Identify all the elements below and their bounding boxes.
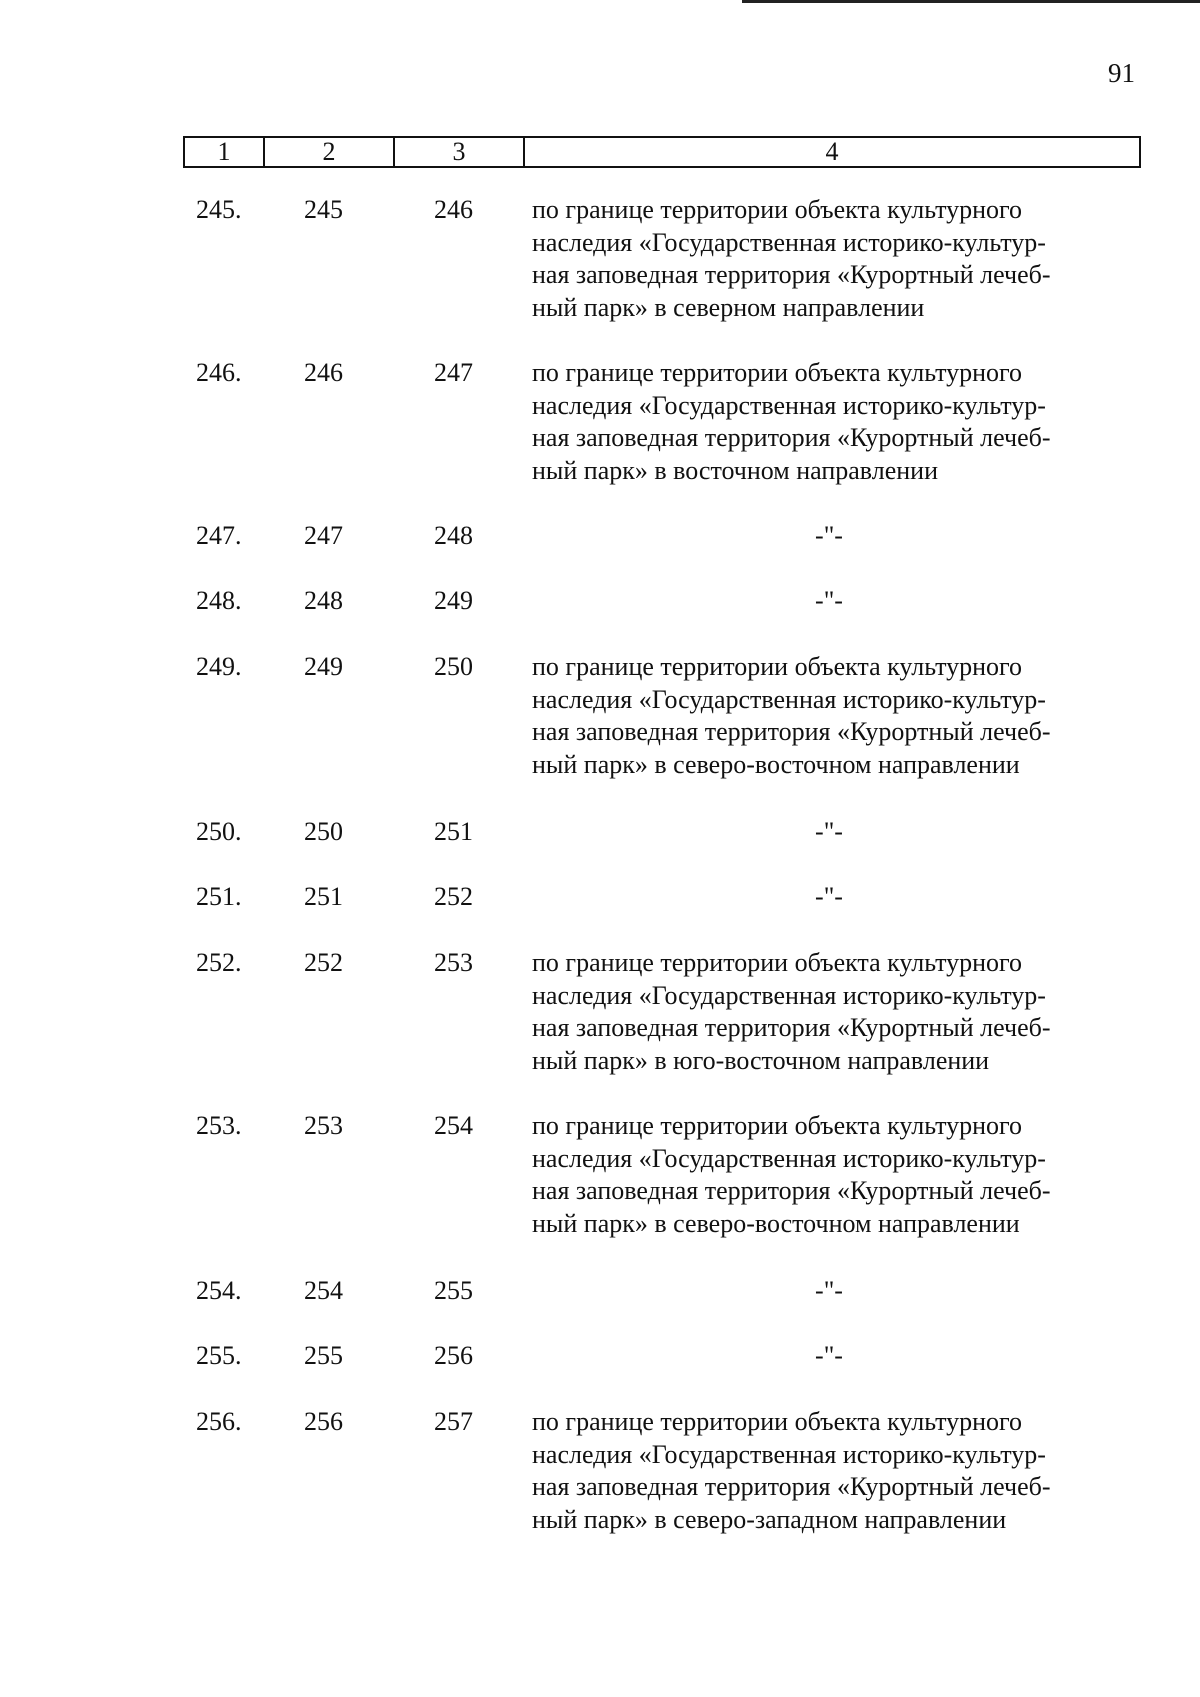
ditto-mark: -"- [815,817,843,846]
row-number: 249. [196,652,242,681]
to-point: 257 [434,1407,473,1436]
row-number: 254. [196,1276,242,1305]
row-number: 251. [196,882,242,911]
row-number: 253. [196,1111,242,1140]
ditto-mark: -"- [815,521,843,550]
from-point: 254 [304,1276,343,1305]
row-number: 248. [196,586,242,615]
description-line: ная заповедная территория «Курортный лечеб- [532,1176,1051,1205]
to-point: 250 [434,652,473,681]
description-line: наследия «Государственная историко-культур- [532,1143,1046,1173]
description-line: наследия «Государственная историко-культур- [532,227,1046,257]
row-description [532,194,1126,324]
to-point: 246 [434,195,473,224]
table-header [183,136,1141,168]
description-line: по границе территории объекта культурного [532,195,1023,224]
from-point: 255 [304,1341,343,1370]
row-number: 256. [196,1407,242,1436]
description-line: по границе территории объекта культурного [532,1407,1023,1436]
row-description [532,1110,1126,1240]
from-point: 248 [304,586,343,615]
row-description [532,947,1126,1077]
description-line: ный парк» в северо-восточном направлении [532,1208,1020,1238]
from-point: 250 [304,817,343,846]
description-line: ная заповедная территория «Курортный лечеб- [532,1472,1051,1501]
page-number: 91 [1108,58,1135,88]
description-line: ный парк» в восточном направлении [532,455,938,485]
description-line: наследия «Государственная историко-культур- [532,1439,1046,1469]
row-number: 247. [196,521,242,550]
description-line: ная заповедная территория «Курортный лечеб- [532,260,1051,289]
description-line: ная заповедная территория «Курортный лечеб- [532,1013,1051,1042]
row-description [532,651,1126,781]
ditto-mark: -"- [815,586,843,615]
description-line: наследия «Государственная историко-культур- [532,980,1046,1010]
to-point: 256 [434,1341,473,1370]
to-point: 251 [434,817,473,846]
description-line: по границе территории объекта культурного [532,948,1023,977]
ditto-mark: -"- [815,882,843,911]
row-number: 250. [196,817,242,846]
ditto-mark: -"- [815,1276,843,1305]
from-point: 252 [304,948,343,977]
from-point: 251 [304,882,343,911]
description-line: ный парк» в северном направлении [532,292,925,322]
row-description [532,357,1126,487]
description-line: ный парк» в северо-восточном направлении [532,749,1020,779]
to-point: 253 [434,948,473,977]
description-line: по границе территории объекта культурного [532,652,1023,681]
to-point: 254 [434,1111,473,1140]
row-description [532,1406,1126,1536]
header-col-1: 1 [217,137,231,166]
from-point: 256 [304,1407,343,1436]
top-rule [742,0,1200,3]
description-line: наследия «Государственная историко-культур- [532,684,1046,714]
to-point: 255 [434,1276,473,1305]
description-line: ный парк» в юго-восточном направлении [532,1045,990,1075]
from-point: 246 [304,358,343,387]
row-number: 252. [196,948,242,977]
from-point: 245 [304,195,343,224]
description-line: ный парк» в северо-западном направлении [532,1504,1007,1534]
description-line: наследия «Государственная историко-культур- [532,390,1046,420]
to-point: 249 [434,586,473,615]
row-number: 245. [196,195,242,224]
header-col-4: 4 [825,137,839,166]
header-col-2: 2 [322,137,336,166]
from-point: 249 [304,652,343,681]
to-point: 248 [434,521,473,550]
description-line: ная заповедная территория «Курортный лечеб- [532,717,1051,746]
row-number: 246. [196,358,242,387]
description-line: по границе территории объекта культурного [532,358,1023,387]
from-point: 247 [304,521,343,550]
to-point: 252 [434,882,473,911]
to-point: 247 [434,358,473,387]
row-number: 255. [196,1341,242,1370]
from-point: 253 [304,1111,343,1140]
description-line: ная заповедная территория «Курортный лечеб- [532,423,1051,452]
ditto-mark: -"- [815,1341,843,1370]
description-line: по границе территории объекта культурного [532,1111,1023,1140]
header-col-3: 3 [452,137,466,166]
